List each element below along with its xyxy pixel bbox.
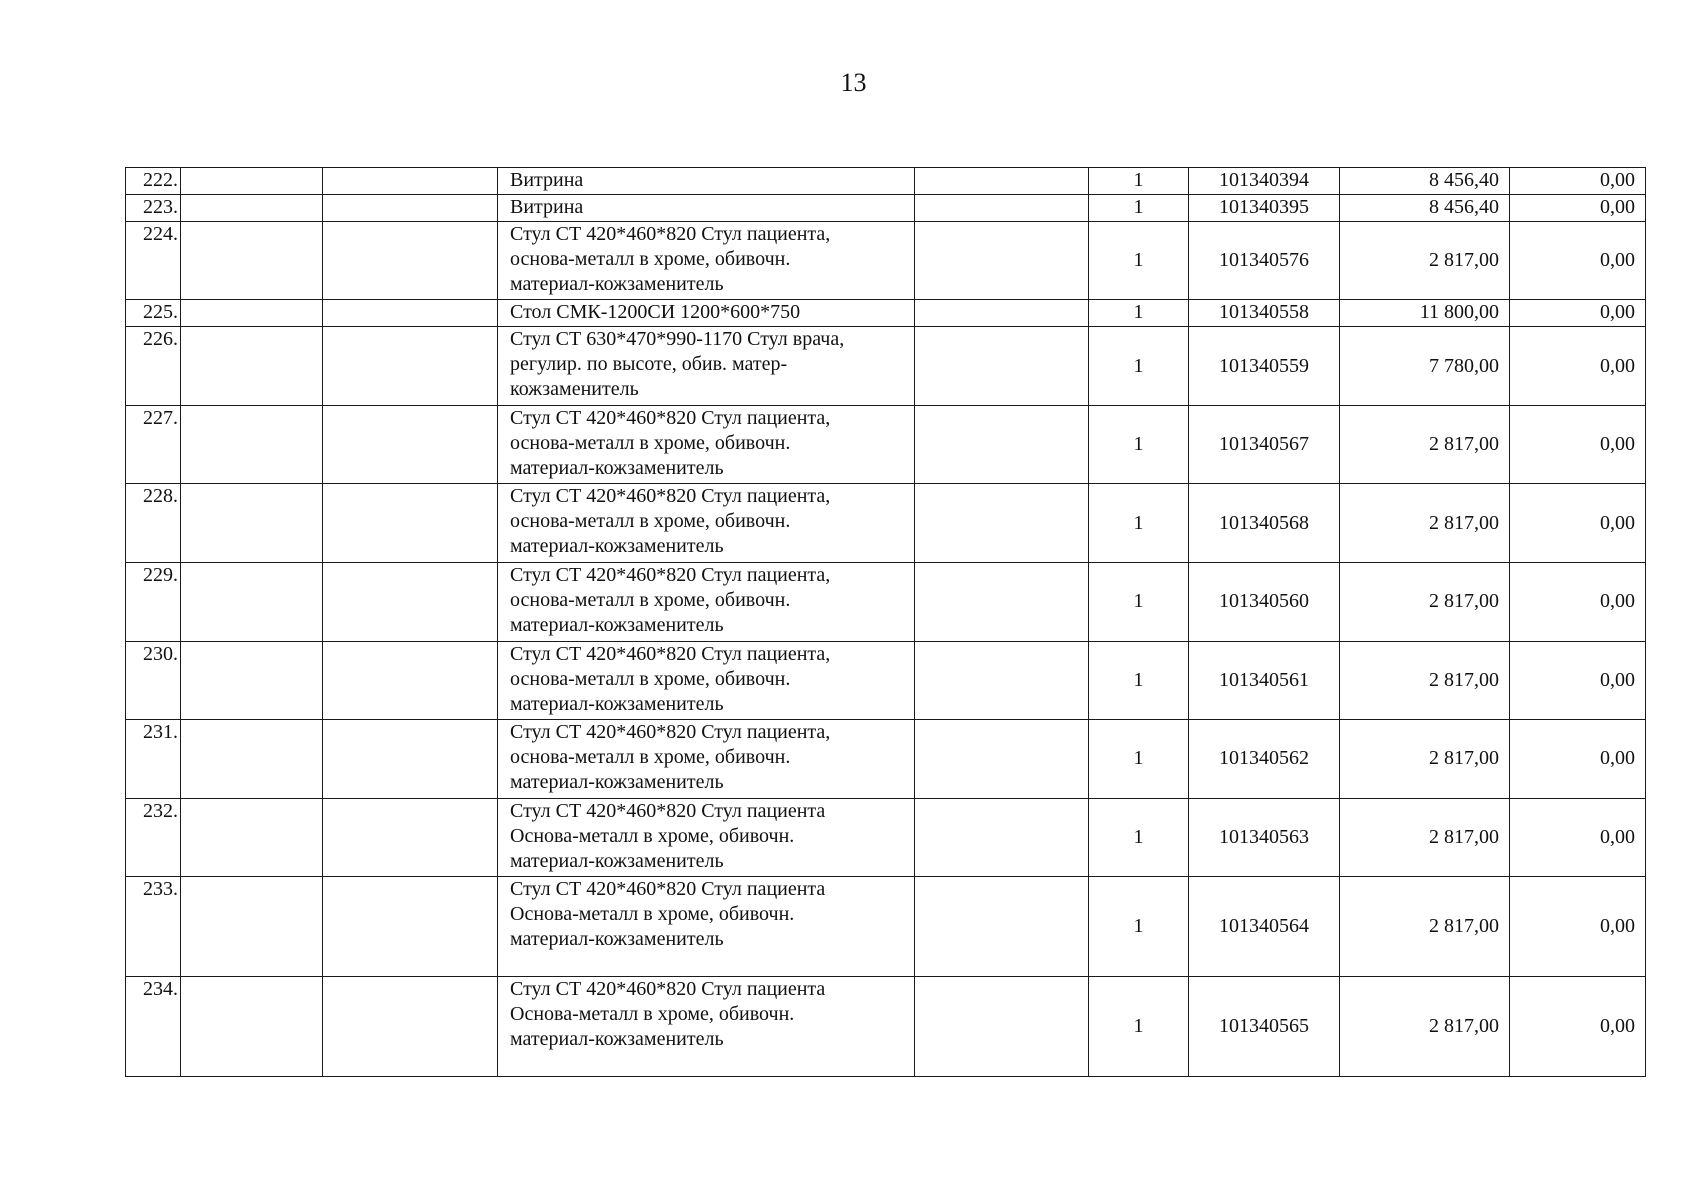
table-row	[126, 484, 1646, 563]
item-name-cell	[498, 798, 915, 877]
empty-cell	[915, 798, 1089, 877]
residual-value-cell: 0,00	[1510, 976, 1646, 1076]
quantity-cell: 1	[1089, 194, 1189, 221]
row-number-cell: 226.	[126, 327, 181, 406]
item-name-line: Стул СТ 420*460*820 Стул пациента	[510, 977, 826, 1000]
item-name-line: Стул СТ 420*460*820 Стул пациента,	[510, 222, 831, 245]
residual-value-cell: 0,00	[1510, 405, 1646, 484]
residual-value-cell: 0,00	[1510, 327, 1646, 406]
empty-cell	[323, 798, 498, 877]
empty-cell	[915, 484, 1089, 563]
price-cell: 7 780,00	[1340, 327, 1510, 406]
row-number-cell: 228.	[126, 484, 181, 563]
empty-cell	[915, 641, 1089, 720]
item-name-line: Основа-металл в хроме, обивочн.	[510, 1002, 795, 1025]
empty-cell	[915, 194, 1089, 221]
item-name-line: Стул СТ 420*460*820 Стул пациента,	[510, 642, 831, 665]
residual-value-cell: 0,00	[1510, 641, 1646, 720]
item-name-line: основа-металл в хроме, обивочн.	[510, 667, 791, 690]
price-cell: 2 817,00	[1340, 641, 1510, 720]
item-name-line: Основа-металл в хроме, обивочн.	[510, 824, 795, 847]
inventory-number-cell: 101340568	[1189, 484, 1340, 563]
residual-value-cell: 0,00	[1510, 720, 1646, 799]
quantity-cell: 1	[1089, 563, 1189, 642]
empty-cell	[181, 168, 323, 195]
residual-value-cell: 0,00	[1510, 877, 1646, 976]
item-name-line: материал-кожзаменитель	[510, 535, 724, 558]
row-number-cell: 224.	[126, 221, 181, 300]
quantity-cell: 1	[1089, 221, 1189, 300]
item-name-line: Стул СТ 420*460*820 Стул пациента,	[510, 564, 831, 586]
table-row	[126, 194, 1646, 221]
row-number-cell: 222.	[126, 168, 181, 195]
price-cell: 2 817,00	[1340, 976, 1510, 1076]
item-name-cell	[498, 484, 915, 563]
empty-cell	[323, 976, 498, 1076]
empty-cell	[181, 976, 323, 1076]
empty-cell	[323, 300, 498, 327]
item-name-line: Стул СТ 420*460*820 Стул пациента,	[510, 406, 831, 429]
inventory-number-cell: 101340564	[1189, 877, 1340, 976]
quantity-cell: 1	[1089, 405, 1189, 484]
row-number-cell: 223.	[126, 194, 181, 221]
item-name-cell	[498, 327, 915, 406]
price-cell: 2 817,00	[1340, 221, 1510, 300]
item-name-cell	[498, 300, 915, 327]
item-name-cell	[498, 194, 915, 221]
empty-cell	[323, 641, 498, 720]
inventory-number-cell: 101340562	[1189, 720, 1340, 799]
residual-value-cell: 0,00	[1510, 484, 1646, 563]
row-number-cell: 229.	[126, 563, 181, 642]
item-name-line: материал-кожзаменитель	[510, 928, 724, 951]
table-row	[126, 221, 1646, 300]
inventory-number-cell: 101340559	[1189, 327, 1340, 406]
residual-value-cell: 0,00	[1510, 563, 1646, 642]
item-name-line: материал-кожзаменитель	[510, 692, 724, 715]
table-row	[126, 798, 1646, 877]
item-name-line: материал-кожзаменитель	[510, 456, 724, 479]
inventory-number-cell: 101340394	[1189, 168, 1340, 195]
row-number-cell: 234.	[126, 976, 181, 1076]
residual-value-cell: 0,00	[1510, 221, 1646, 300]
table-row	[126, 720, 1646, 799]
inventory-number-cell: 101340563	[1189, 798, 1340, 877]
residual-value-cell: 0,00	[1510, 798, 1646, 877]
empty-cell	[181, 327, 323, 406]
empty-cell	[915, 877, 1089, 976]
empty-cell	[181, 720, 323, 799]
item-name-cell	[498, 405, 915, 484]
item-name-cell	[498, 168, 915, 195]
price-cell: 2 817,00	[1340, 877, 1510, 976]
table-row	[126, 405, 1646, 484]
empty-cell	[181, 563, 323, 642]
price-cell: 8 456,40	[1340, 168, 1510, 195]
item-name-cell	[498, 720, 915, 799]
empty-cell	[323, 877, 498, 976]
empty-cell	[323, 168, 498, 195]
item-name-cell	[498, 641, 915, 720]
row-number-cell: 232.	[126, 798, 181, 877]
page-number: 13	[840, 68, 867, 97]
inventory-table	[125, 167, 1645, 1077]
price-cell: 2 817,00	[1340, 563, 1510, 642]
empty-cell	[181, 798, 323, 877]
item-name-line: материал-кожзаменитель	[510, 771, 724, 794]
quantity-cell: 1	[1089, 641, 1189, 720]
price-cell: 11 800,00	[1340, 300, 1510, 327]
table-row	[126, 877, 1646, 976]
item-name-line: основа-металл в хроме, обивочн.	[510, 510, 791, 533]
empty-cell	[181, 641, 323, 720]
row-number-cell: 230.	[126, 641, 181, 720]
price-cell: 2 817,00	[1340, 405, 1510, 484]
item-name-line: основа-металл в хроме, обивочн.	[510, 589, 791, 611]
residual-value-cell: 0,00	[1510, 300, 1646, 327]
item-name-line: материал-кожзаменитель	[510, 849, 724, 872]
item-name-cell	[498, 877, 915, 976]
inventory-number-cell: 101340395	[1189, 194, 1340, 221]
inventory-number-cell: 101340558	[1189, 300, 1340, 327]
empty-cell	[181, 484, 323, 563]
row-number-cell: 227.	[126, 405, 181, 484]
item-name-line: материал-кожзаменитель	[510, 614, 724, 636]
item-name-line: кожзаменитель	[510, 378, 639, 401]
item-name-cell	[498, 976, 915, 1076]
item-name-line: материал-кожзаменитель	[510, 272, 724, 295]
empty-cell	[323, 484, 498, 563]
inventory-number-cell: 101340576	[1189, 221, 1340, 300]
quantity-cell: 1	[1089, 877, 1189, 976]
inventory-number-cell: 101340565	[1189, 976, 1340, 1076]
empty-cell	[181, 194, 323, 221]
empty-cell	[181, 300, 323, 327]
quantity-cell: 1	[1089, 300, 1189, 327]
empty-cell	[181, 877, 323, 976]
row-number-cell: 231.	[126, 720, 181, 799]
inventory-table-grid	[125, 167, 1646, 1077]
item-name-line: основа-металл в хроме, обивочн.	[510, 247, 791, 270]
empty-cell	[323, 221, 498, 300]
quantity-cell: 1	[1089, 484, 1189, 563]
empty-cell	[323, 720, 498, 799]
empty-cell	[915, 327, 1089, 406]
table-row	[126, 327, 1646, 406]
item-name-line: Стул СТ 630*470*990-1170 Стул врача,	[510, 328, 845, 351]
inventory-number-cell: 101340567	[1189, 405, 1340, 484]
empty-cell	[915, 720, 1089, 799]
empty-cell	[915, 563, 1089, 642]
table-row	[126, 563, 1646, 642]
price-cell: 8 456,40	[1340, 194, 1510, 221]
inventory-number-cell: 101340561	[1189, 641, 1340, 720]
empty-cell	[323, 405, 498, 484]
quantity-cell: 1	[1089, 720, 1189, 799]
item-name-line: Основа-металл в хроме, обивочн.	[510, 903, 795, 926]
item-name-line: Витрина	[510, 169, 584, 191]
empty-cell	[323, 563, 498, 642]
empty-cell	[181, 221, 323, 300]
item-name-line: Витрина	[510, 195, 584, 218]
item-name-line: Стул СТ 420*460*820 Стул пациента,	[510, 485, 831, 508]
empty-cell	[915, 405, 1089, 484]
empty-cell	[915, 976, 1089, 1076]
table-row	[126, 168, 1646, 195]
quantity-cell: 1	[1089, 976, 1189, 1076]
table-row	[126, 300, 1646, 327]
table-row	[126, 976, 1646, 1076]
empty-cell	[323, 327, 498, 406]
empty-cell	[915, 221, 1089, 300]
empty-cell	[323, 194, 498, 221]
row-number-cell: 225.	[126, 300, 181, 327]
quantity-cell: 1	[1089, 798, 1189, 877]
empty-cell	[915, 300, 1089, 327]
item-name-line: Стул СТ 420*460*820 Стул пациента,	[510, 721, 831, 744]
price-cell: 2 817,00	[1340, 798, 1510, 877]
item-name-cell	[498, 221, 915, 300]
empty-cell	[181, 405, 323, 484]
item-name-line: Стол СМК-1200СИ 1200*600*750	[510, 301, 801, 324]
price-cell: 2 817,00	[1340, 484, 1510, 563]
residual-value-cell: 0,00	[1510, 194, 1646, 221]
row-number-cell: 233.	[126, 877, 181, 976]
item-name-line: основа-металл в хроме, обивочн.	[510, 746, 791, 769]
item-name-line: Стул СТ 420*460*820 Стул пациента	[510, 799, 826, 822]
inventory-number-cell: 101340560	[1189, 563, 1340, 642]
quantity-cell: 1	[1089, 168, 1189, 195]
residual-value-cell: 0,00	[1510, 168, 1646, 195]
quantity-cell: 1	[1089, 327, 1189, 406]
table-row	[126, 641, 1646, 720]
item-name-cell	[498, 563, 915, 642]
item-name-line: регулир. по высоте, обив. матер-	[510, 353, 788, 376]
empty-cell	[915, 168, 1089, 195]
item-name-line: Стул СТ 420*460*820 Стул пациента	[510, 878, 826, 901]
item-name-line: материал-кожзаменитель	[510, 1027, 724, 1050]
item-name-line: основа-металл в хроме, обивочн.	[510, 431, 791, 454]
price-cell: 2 817,00	[1340, 720, 1510, 799]
